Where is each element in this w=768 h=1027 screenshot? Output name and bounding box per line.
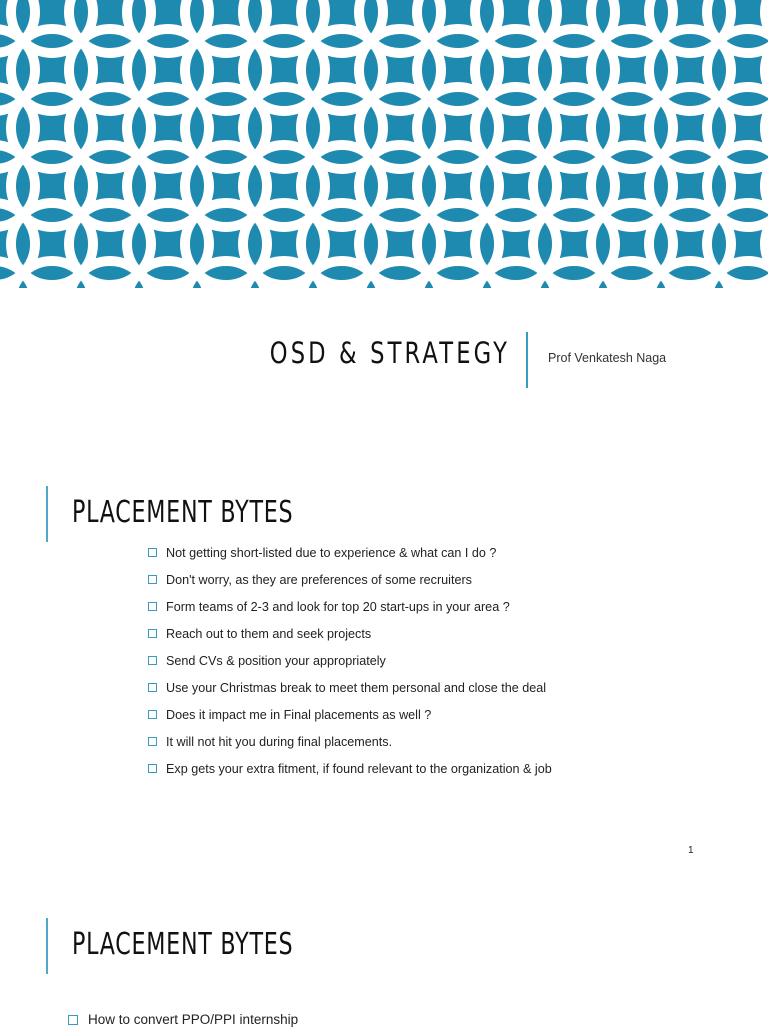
- section-title: PLACEMENT BYTES: [72, 927, 294, 962]
- header-pattern-banner: [0, 0, 768, 288]
- list-item: Form teams of 2-3 and look for top 20 start-ups in your area ?: [148, 600, 618, 615]
- checkbox-bullet-icon: [148, 629, 157, 638]
- title-divider: [526, 332, 528, 388]
- section-accent-bar: [46, 486, 48, 542]
- circle-lattice-pattern: [0, 0, 768, 288]
- presentation-title: OSD & STRATEGY: [269, 336, 510, 370]
- checkbox-bullet-icon: [148, 737, 157, 746]
- list-item: Don't worry, as they are preferences of some recruiters: [148, 573, 618, 588]
- list-item: How to convert PPO/PPI internship: [68, 1012, 298, 1027]
- list-item: Send CVs & position your appropriately: [148, 654, 618, 669]
- checkbox-bullet-icon: [148, 548, 157, 557]
- checkbox-bullet-icon: [148, 602, 157, 611]
- list-item: Use your Christmas break to meet them personal and close the deal: [148, 681, 618, 696]
- bullet-list: [148, 546, 618, 777]
- checkbox-bullet-icon: [148, 710, 157, 719]
- page-mark: 1: [688, 845, 694, 856]
- checkbox-bullet-icon: [148, 764, 157, 773]
- list-item: Does it impact me in Final placements as well ?: [148, 708, 618, 723]
- checkbox-bullet-icon: [148, 656, 157, 665]
- list-item: It will not hit you during final placements.: [148, 735, 618, 750]
- section-accent-bar: [46, 918, 48, 974]
- checkbox-bullet-icon: [148, 575, 157, 584]
- author-name: Prof Venkatesh Naga: [548, 351, 667, 365]
- checkbox-bullet-icon: [148, 683, 157, 692]
- list-item: Exp gets your extra fitment, if found relevant to the organization & job: [148, 762, 606, 777]
- list-item: Reach out to them and seek projects: [148, 627, 618, 642]
- list-item: Not getting short-listed due to experience & what can I do ?: [148, 546, 618, 561]
- section-title: PLACEMENT BYTES: [72, 495, 294, 530]
